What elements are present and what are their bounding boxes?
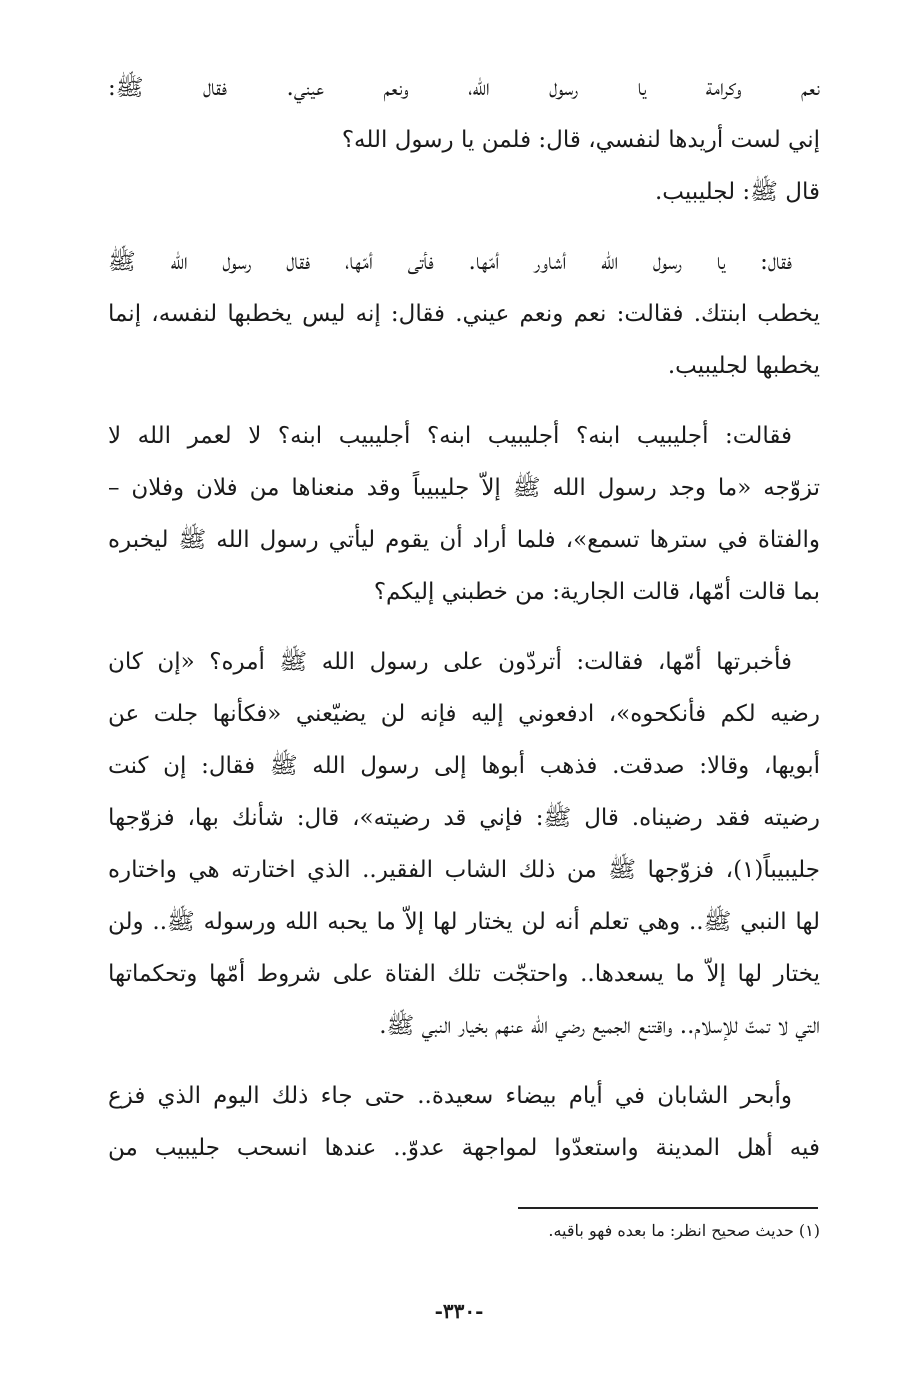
footnote: (١) حديث صحيح انظر: ما بعده فهو باقيه. — [548, 1221, 820, 1240]
text-line: يخطبها لجليبيب. — [667, 353, 820, 379]
text-line: يخطب ابنتك. فقالت: نعم ونعم عيني. فقال: إنه ليس يخطبها لنفسه، إنما — [108, 301, 820, 327]
paragraph — [108, 1070, 820, 1174]
text-line: جليبيباً(١)، فزوّجها ﷺ من ذلك الشاب الفقير.. الذي اختارته هي واختاره — [108, 857, 820, 883]
text-line: قال ﷺ: لجليبيب. — [654, 179, 820, 205]
page-body — [108, 62, 820, 1192]
text-line: فأخبرتها أمّها، فقالت: أتردّون على رسول الله ﷺ أمره؟ «إن كان — [108, 649, 792, 675]
text-line: رضيته فقد رضيناه. قال ﷺ: فإني قد رضيته»، قال: شأنك بها، فزوّجها — [108, 805, 820, 831]
paragraph — [108, 62, 820, 218]
paragraph — [108, 636, 820, 1052]
text-line: رضيه لكم فأنكحوه»، ادفعوني إليه فإنه لن يضيّعني «فكأنها جلت عن — [108, 701, 820, 727]
text-line: فقال: يا رسول الله أشاور أمّها. فأتى أمّها، فقال رسول الله ﷺ — [108, 249, 792, 275]
text-line: نعم وكرامة يا رسول الله، ونعم عيني. فقال ﷺ: — [108, 75, 820, 101]
footnote-divider — [518, 1207, 818, 1209]
text-line: وأبحر الشابان في أيام بيضاء سعيدة.. حتى جاء ذلك اليوم الذي فزع — [108, 1083, 792, 1109]
text-line: بما قالت أمّها، قالت الجارية: من خطبني إليكم؟ — [373, 579, 820, 605]
text-line: والفتاة في سترها تسمع»، فلما أراد أن يقوم ليأتي رسول الله ﷺ ليخبره — [108, 527, 820, 553]
text-line: لها النبي ﷺ.. وهي تعلم أنه لن يختار لها إلاّ ما يحبه الله ورسوله ﷺ.. ولن — [108, 909, 820, 935]
text-line: التي لا تمتّ للإسلام.. واقتنع الجميع رضي الله عنهم بخيار النبي ﷺ. — [379, 1013, 820, 1039]
text-line: إني لست أريدها لنفسي، قال: فلمن يا رسول الله؟ — [341, 127, 820, 153]
text-line: فقالت: أجليبيب ابنه؟ أجليبيب ابنه؟ أجليبيب ابنه؟ لا لعمر الله لا — [108, 423, 792, 449]
page-number: -٣٣٠- — [434, 1299, 484, 1323]
text-line: أبويها، وقالا: صدقت. فذهب أبوها إلى رسول الله ﷺ فقال: إن كنت — [108, 753, 820, 779]
paragraph — [108, 410, 820, 618]
text-line: يختار لها إلاّ ما يسعدها.. واحتجّت تلك الفتاة على شروط أمّها وتحكماتها — [108, 961, 820, 987]
text-line: تزوّجه «ما وجد رسول الله ﷺ إلاّ جليبيباً وقد منعناها من فلان وفلان – — [108, 475, 820, 501]
text-line: فيه أهل المدينة واستعدّوا لمواجهة عدوّ.. عندها انسحب جليبيب من — [108, 1135, 820, 1161]
paragraph — [108, 236, 820, 392]
